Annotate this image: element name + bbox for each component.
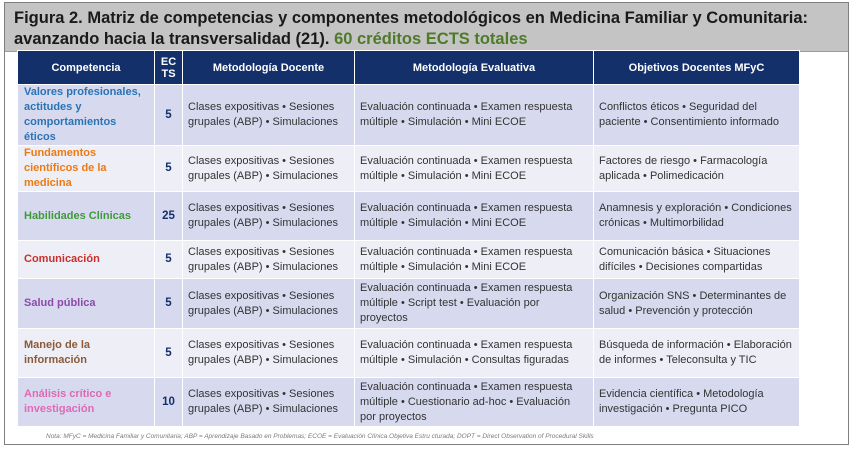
competencia-cell: Análisis crítico e investigación xyxy=(18,378,155,427)
evaluativa-cell: Evaluación continuada • Examen respuesta múltiple • Simulación • Consultas figuradas xyxy=(355,329,594,378)
competencia-cell: Habilidades Clínicas xyxy=(18,192,155,241)
table-row xyxy=(18,85,800,146)
figure-title-main: Figura 2. Matriz de competencias y componentes metodológicos en Medicina Familiar y Comunitaria: avanzando hacia la transversalidad (21). xyxy=(14,9,809,48)
objetivos-cell: Búsqueda de información • Elaboración de informes • Teleconsulta y TIC xyxy=(594,329,800,378)
table-row xyxy=(18,378,800,427)
competencia-cell: Comunicación xyxy=(18,241,155,279)
docente-cell: Clases expositivas • Sesiones grupales (ABP) • Simulaciones xyxy=(183,146,355,192)
competencia-cell: Salud pública xyxy=(18,279,155,329)
footnote: Nota: MFyC = Medicina Familiar y Comunitaria; ABP = Aprendizaje Basado en Problemas; ECOE = Evaluación Clínica Objetiva Estru cturada; DOPT = Direct Observation of Procedural Skills xyxy=(46,433,594,440)
docente-cell: Clases expositivas • Sesiones grupales (ABP) • Simulaciones xyxy=(183,378,355,427)
ects-cell: 5 xyxy=(155,85,183,146)
table-row xyxy=(18,241,800,279)
ects-cell: 5 xyxy=(155,279,183,329)
docente-cell: Clases expositivas • Sesiones grupales (ABP) • Simulaciones xyxy=(183,329,355,378)
table-header-row xyxy=(18,51,800,85)
objetivos-cell: Evidencia científica • Metodología investigación • Pregunta PICO xyxy=(594,378,800,427)
table-row xyxy=(18,192,800,241)
objetivos-cell: Conflictos éticos • Seguridad del paciente • Consentimiento informado xyxy=(594,85,800,146)
evaluativa-cell: Evaluación continuada • Examen respuesta múltiple • Cuestionario ad-hoc • Evaluación por proyectos xyxy=(355,378,594,427)
objetivos-cell: Anamnesis y exploración • Condiciones crónicas • Multimorbilidad xyxy=(594,192,800,241)
competencia-cell: Valores profesionales, actitudes y comportamientos éticos xyxy=(18,85,155,146)
competencia-cell: Manejo de la información xyxy=(18,329,155,378)
competencia-cell: Fundamentos científicos de la medicina xyxy=(18,146,155,192)
evaluativa-cell: Evaluación continuada • Examen respuesta múltiple • Simulación • Mini ECOE xyxy=(355,85,594,146)
figure-title xyxy=(14,8,840,50)
header-metodologia-evaluativa: Metodología Evaluativa xyxy=(355,51,594,85)
evaluativa-cell: Evaluación continuada • Examen respuesta múltiple • Simulación • Mini ECOE xyxy=(355,241,594,279)
ects-cell: 5 xyxy=(155,241,183,279)
table-row xyxy=(18,146,800,192)
objetivos-cell: Organización SNS • Determinantes de salud • Prevención y protección xyxy=(594,279,800,329)
ects-cell: 10 xyxy=(155,378,183,427)
docente-cell: Clases expositivas • Sesiones grupales (ABP) • Simulaciones xyxy=(183,85,355,146)
docente-cell: Clases expositivas • Sesiones grupales (ABP) • Simulaciones xyxy=(183,241,355,279)
objetivos-cell: Comunicación básica • Situaciones difíciles • Decisiones compartidas xyxy=(594,241,800,279)
table-row xyxy=(18,329,800,378)
ects-cell: 25 xyxy=(155,192,183,241)
header-objetivos-docentes: Objetivos Docentes MFyC xyxy=(594,51,800,85)
table-row xyxy=(18,279,800,329)
evaluativa-cell: Evaluación continuada • Examen respuesta múltiple • Script test • Evaluación por proyectos xyxy=(355,279,594,329)
ects-cell: 5 xyxy=(155,146,183,192)
docente-cell: Clases expositivas • Sesiones grupales (ABP) • Simulaciones xyxy=(183,192,355,241)
competency-table xyxy=(17,50,800,427)
objetivos-cell: Factores de riesgo • Farmacología aplicada • Polimedicación xyxy=(594,146,800,192)
evaluativa-cell: Evaluación continuada • Examen respuesta múltiple • Simulación • Mini ECOE xyxy=(355,146,594,192)
figure-title-bar xyxy=(5,3,848,52)
header-metodologia-docente: Metodología Docente xyxy=(183,51,355,85)
figure-title-credits: 60 créditos ECTS totales xyxy=(334,30,528,48)
docente-cell: Clases expositivas • Sesiones grupales (ABP) • Simulaciones xyxy=(183,279,355,329)
competency-matrix xyxy=(17,50,799,427)
ects-cell: 5 xyxy=(155,329,183,378)
header-competencia: Competencia xyxy=(18,51,155,85)
evaluativa-cell: Evaluación continuada • Examen respuesta múltiple • Simulación • Mini ECOE xyxy=(355,192,594,241)
header-ects: EC TS xyxy=(155,51,183,85)
